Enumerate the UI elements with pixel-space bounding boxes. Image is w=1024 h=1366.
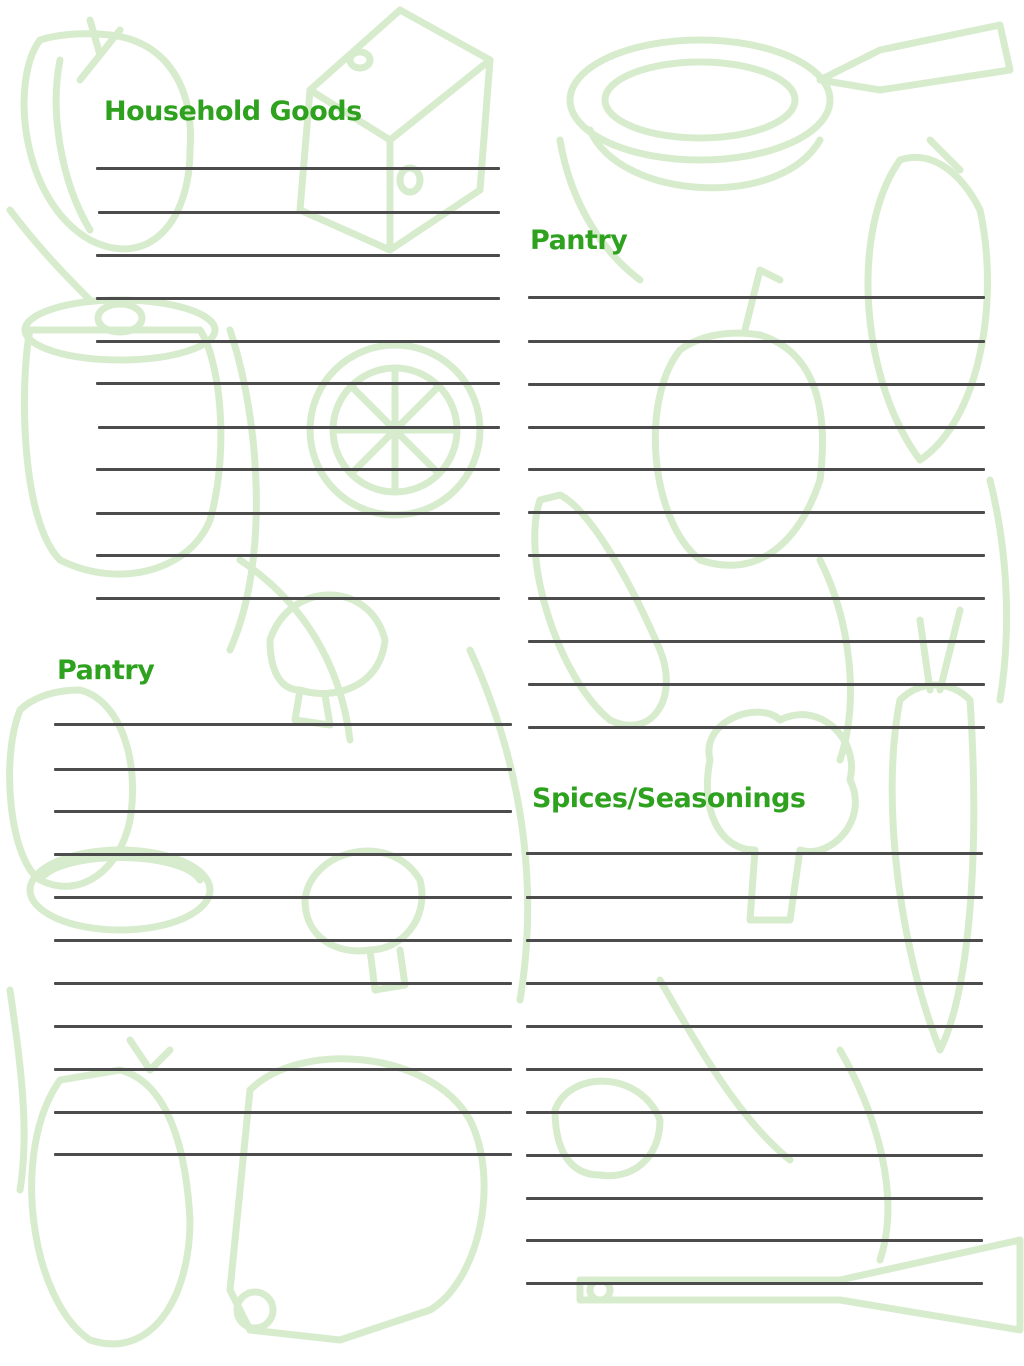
household-goods-title: Household Goods <box>104 96 362 127</box>
broccoli-doodle <box>707 712 855 920</box>
pantry-right-line[interactable] <box>528 683 985 686</box>
mushroom-bottom-doodle <box>555 1081 660 1176</box>
household-goods-line[interactable] <box>98 426 500 429</box>
pantry-left-line[interactable] <box>54 896 512 899</box>
pantry-right-line[interactable] <box>528 296 985 299</box>
pantry-left-line[interactable] <box>54 853 512 856</box>
pantry-left-line[interactable] <box>54 1153 512 1156</box>
spices-seasonings-line[interactable] <box>526 1282 983 1285</box>
lemon-doodle <box>868 140 988 460</box>
spatula-doodle <box>580 1240 1020 1330</box>
household-goods-line[interactable] <box>98 211 500 214</box>
pantry-right-line[interactable] <box>528 726 985 729</box>
spices-seasonings-line[interactable] <box>526 1111 983 1114</box>
spices-seasonings-line[interactable] <box>526 1197 983 1200</box>
pantry-left-line[interactable] <box>54 768 512 771</box>
pantry-right-line[interactable] <box>528 511 985 514</box>
pantry-right-line[interactable] <box>528 383 985 386</box>
cutting-board-doodle <box>230 1059 484 1340</box>
pantry-left-line[interactable] <box>54 939 512 942</box>
household-goods-line[interactable] <box>96 554 500 557</box>
pantry-right-line[interactable] <box>528 640 985 643</box>
pantry-left-line[interactable] <box>54 1025 512 1028</box>
household-goods-line[interactable] <box>96 167 500 170</box>
cucumber-doodle <box>535 495 667 725</box>
pantry-left-title: Pantry <box>57 655 155 686</box>
spices-seasonings-line[interactable] <box>526 1025 983 1028</box>
household-goods-line[interactable] <box>96 382 500 385</box>
lemon-slice-doodle <box>310 345 480 515</box>
pantry-left-line[interactable] <box>54 1068 512 1071</box>
household-goods-line[interactable] <box>96 297 500 300</box>
spices-seasonings-line[interactable] <box>526 852 983 855</box>
pantry-right-line[interactable] <box>528 340 985 343</box>
tomato-doodle <box>24 20 190 249</box>
eggplant-doodle <box>32 1040 190 1344</box>
spices-seasonings-line[interactable] <box>526 896 983 899</box>
pantry-right-line[interactable] <box>528 554 985 557</box>
pantry-left-line[interactable] <box>54 810 512 813</box>
spices-seasonings-line[interactable] <box>526 939 983 942</box>
spices-seasonings-line[interactable] <box>526 1239 983 1242</box>
bread-doodle <box>30 850 210 930</box>
spices-seasonings-line[interactable] <box>526 1068 983 1071</box>
mushroom-mid-doodle <box>305 851 422 990</box>
pantry-right-line[interactable] <box>528 468 985 471</box>
bell-pepper-doodle <box>655 270 822 565</box>
spices-seasonings-line[interactable] <box>526 1154 983 1157</box>
cheese-doodle <box>300 10 490 250</box>
household-goods-line[interactable] <box>96 597 500 600</box>
pantry-right-line[interactable] <box>528 426 985 429</box>
household-goods-line[interactable] <box>96 468 500 471</box>
household-goods-line[interactable] <box>96 512 500 515</box>
spices-seasonings-title: Spices/Seasonings <box>532 783 806 814</box>
swoosh-lines-doodle <box>10 140 1007 1260</box>
household-goods-line[interactable] <box>96 340 500 343</box>
pantry-left-line[interactable] <box>54 1111 512 1114</box>
spices-seasonings-line[interactable] <box>526 982 983 985</box>
pantry-left-line[interactable] <box>54 723 512 726</box>
pantry-right-line[interactable] <box>528 597 985 600</box>
pantry-left-line[interactable] <box>54 982 512 985</box>
pantry-right-title: Pantry <box>530 225 628 256</box>
household-goods-line[interactable] <box>96 254 500 257</box>
